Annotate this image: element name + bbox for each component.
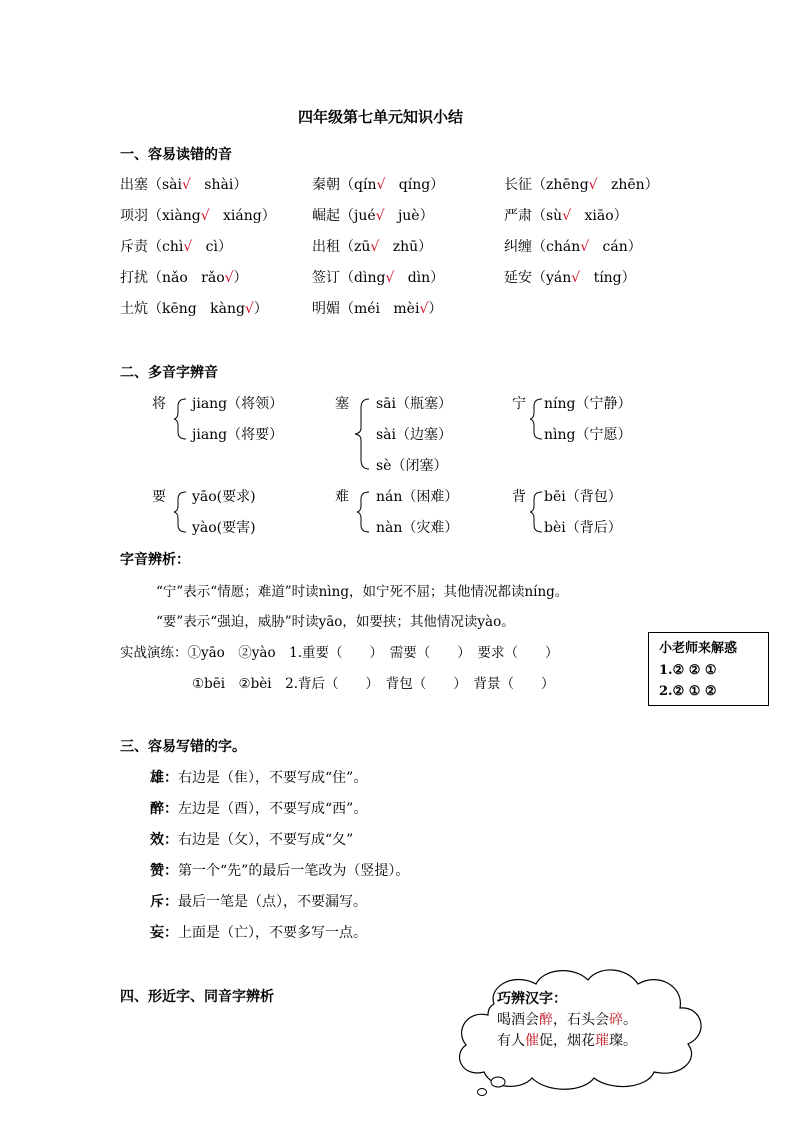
colon: ：	[164, 832, 178, 848]
teacher-answer-box	[648, 632, 769, 706]
paren: ）	[418, 239, 433, 255]
pinyin-word: 严肃	[504, 208, 532, 224]
polyphone-char: 背	[512, 489, 526, 505]
section-4-heading: 四、形近字、同音字辨析	[120, 989, 274, 1005]
pinyin-word: 打扰	[120, 270, 148, 286]
pinyin-option: juè	[397, 208, 420, 224]
paren: ）	[430, 270, 445, 286]
paren: （	[148, 239, 162, 255]
pinyin-option: méi	[354, 301, 381, 317]
pinyin-word: 崛起	[312, 208, 340, 224]
colon: ：	[164, 801, 178, 817]
brace-icon	[174, 398, 188, 440]
cloud-title: 巧辨汉字：	[497, 991, 567, 1007]
polyphone-reading: yào(要害)	[192, 520, 256, 536]
write-error-char: 斥	[150, 894, 164, 910]
pinyin-option: zhēn	[610, 177, 645, 193]
pinyin-item	[312, 176, 444, 194]
polyphone-reading: sè（闭塞）	[376, 458, 448, 474]
pinyin-option: kēng	[162, 301, 197, 317]
practice-line: ①bēi ②bèi 2.背后（ ） 背包（ ） 背景（ ）	[192, 676, 555, 692]
write-error-item	[150, 831, 353, 849]
spacer	[192, 239, 205, 255]
paren: （	[340, 208, 354, 224]
pinyin-item	[504, 176, 659, 194]
pinyin-option: zū	[354, 239, 371, 255]
cloud-highlight: 催	[525, 1033, 539, 1049]
analysis-line: “宁”表示“情愿；难道”时读nìng，如宁死不屈；其他情况都读níng。	[156, 584, 569, 600]
check-icon: √	[224, 270, 234, 286]
pinyin-option: qín	[354, 177, 377, 193]
pinyin-option: shài	[204, 177, 234, 193]
pinyin-word: 秦朝	[312, 177, 340, 193]
paren: （	[532, 177, 546, 193]
check-icon: √	[376, 177, 386, 193]
spacer	[197, 301, 210, 317]
pinyin-word: 延安	[504, 270, 532, 286]
paren: （	[148, 208, 162, 224]
polyphone-reading: nìng（宁愿）	[544, 427, 632, 443]
pinyin-item	[312, 207, 434, 225]
paren: ）	[261, 208, 276, 224]
pinyin-word: 长征	[504, 177, 532, 193]
write-error-item	[150, 862, 409, 880]
pinyin-item	[120, 300, 268, 318]
pinyin-item	[120, 238, 232, 256]
paren: （	[532, 270, 546, 286]
spacer	[598, 177, 611, 193]
write-error-char: 雄	[150, 770, 164, 786]
pinyin-option: xiāo	[584, 208, 614, 224]
spacer	[191, 177, 204, 193]
cloud-highlight: 璀	[595, 1033, 609, 1049]
paren: ）	[419, 208, 434, 224]
teacher-box-answer: 1.② ② ①	[659, 663, 717, 678]
pinyin-option: cán	[602, 239, 628, 255]
analysis-heading: 字音辨析：	[120, 552, 190, 568]
cloud-text: 璨。	[609, 1033, 637, 1049]
cloud-line	[497, 1032, 637, 1050]
polyphone-char: 要	[152, 489, 166, 505]
section-1-heading: 一、容易读错的音	[120, 147, 232, 163]
brace-icon	[530, 398, 544, 440]
paren: （	[340, 239, 354, 255]
pinyin-option: zhū	[392, 239, 419, 255]
practice-line: 实战演练：①yāo ②yào 1.重要（ ） 需要（ ） 要求（ ）	[120, 645, 559, 661]
write-error-item	[150, 893, 367, 911]
polyphone-reading: bèi（背后）	[544, 520, 622, 536]
pinyin-option: tíng	[593, 270, 622, 286]
polyphone-reading: jiang（将要）	[192, 427, 284, 443]
brace-icon	[357, 491, 371, 533]
write-error-char: 赞	[150, 863, 164, 879]
paren: ）	[217, 239, 232, 255]
pinyin-item	[120, 176, 247, 194]
check-icon: √	[385, 270, 395, 286]
spacer	[385, 208, 398, 224]
pinyin-word: 出租	[312, 239, 340, 255]
analysis-line: “要”表示“强迫，威胁”时读yāo，如要挟；其他情况读yào。	[156, 614, 515, 630]
pinyin-option: qíng	[398, 177, 431, 193]
polyphone-reading: nán（困难）	[376, 489, 459, 505]
paren: （	[148, 301, 162, 317]
check-icon: √	[562, 208, 572, 224]
pinyin-item	[120, 207, 276, 225]
check-icon: √	[588, 177, 598, 193]
paren: （	[340, 301, 354, 317]
polyphone-reading: jiang（将领）	[192, 396, 284, 412]
pinyin-word: 明媚	[312, 301, 340, 317]
spacer	[379, 239, 392, 255]
spacer	[571, 208, 584, 224]
page-title: 四年级第七单元知识小结	[298, 108, 464, 126]
paren: ）	[233, 177, 248, 193]
check-icon: √	[182, 177, 191, 193]
spacer	[589, 239, 602, 255]
pinyin-word: 出塞	[120, 177, 148, 193]
pinyin-word: 土炕	[120, 301, 148, 317]
write-error-item	[150, 769, 367, 787]
paren: （	[148, 270, 162, 286]
cloud-highlight: 醉	[539, 1012, 553, 1028]
check-icon: √	[370, 239, 380, 255]
colon: ：	[164, 863, 178, 879]
pinyin-option: chán	[546, 239, 581, 255]
cloud-text: 喝酒会	[497, 1012, 539, 1028]
pinyin-option: zhēng	[546, 177, 589, 193]
pinyin-option: dìn	[407, 270, 431, 286]
polyphone-reading: nàn（灾难）	[376, 520, 459, 536]
polyphone-reading: sāi（瓶塞）	[376, 396, 453, 412]
pinyin-item	[504, 207, 628, 225]
check-icon: √	[580, 239, 590, 255]
paren: （	[532, 239, 546, 255]
check-icon: √	[375, 208, 385, 224]
pinyin-option: cì	[205, 239, 218, 255]
pinyin-option: chì	[162, 239, 184, 255]
pinyin-option: sài	[162, 177, 183, 193]
pinyin-option: jué	[354, 208, 376, 224]
spacer	[394, 270, 407, 286]
paren: ）	[613, 208, 628, 224]
pinyin-word: 签订	[312, 270, 340, 286]
spacer	[380, 301, 393, 317]
spacer	[580, 270, 593, 286]
section-2-heading: 二、多音字辨音	[120, 365, 218, 381]
check-icon: √	[183, 239, 193, 255]
write-error-char: 醉	[150, 801, 164, 817]
check-icon: √	[200, 208, 210, 224]
check-icon: √	[571, 270, 581, 286]
paren: （	[340, 270, 354, 286]
paren: ）	[430, 177, 445, 193]
pinyin-item	[120, 269, 248, 287]
pinyin-option: yán	[546, 270, 572, 286]
teacher-box-answer: 2.② ① ②	[659, 684, 717, 699]
paren: ）	[644, 177, 659, 193]
write-error-text: 左边是（酉），不要写成“西”。	[178, 801, 368, 817]
section-3-heading: 三、容易写错的字。	[120, 739, 246, 755]
pinyin-option: rǎo	[201, 270, 225, 286]
cloud-text: ，石头会	[553, 1012, 609, 1028]
pinyin-option: dìng	[354, 270, 386, 286]
pinyin-word: 项羽	[120, 208, 148, 224]
write-error-item	[150, 924, 367, 942]
write-error-char: 妄	[150, 925, 164, 941]
pinyin-word: 纠缠	[504, 239, 532, 255]
paren: ）	[428, 301, 443, 317]
colon: ：	[164, 925, 178, 941]
polyphone-reading: sài（边塞）	[376, 427, 453, 443]
pinyin-option: xiáng	[222, 208, 262, 224]
write-error-item	[150, 800, 367, 818]
brace-icon	[355, 398, 371, 470]
pinyin-item	[312, 269, 444, 287]
brace-icon	[174, 491, 188, 533]
polyphone-char: 将	[152, 396, 166, 412]
pinyin-item	[312, 238, 432, 256]
paren: ）	[621, 270, 636, 286]
colon: ：	[164, 894, 178, 910]
cloud-line	[497, 1011, 637, 1029]
pinyin-word: 斥责	[120, 239, 148, 255]
thought-cloud-icon	[448, 960, 720, 1100]
paren: （	[532, 208, 546, 224]
cloud-text: 。	[623, 1012, 637, 1028]
teacher-box-title: 小老师来解惑	[659, 641, 738, 656]
write-error-text: 右边是（攵），不要写成“夂”	[178, 832, 354, 848]
polyphone-reading: bēi（背包）	[544, 489, 622, 505]
paren: （	[340, 177, 354, 193]
brace-icon	[530, 491, 544, 533]
spacer	[210, 208, 223, 224]
spacer	[385, 177, 398, 193]
write-error-text: 右边是（隹），不要写成“住”。	[178, 770, 368, 786]
check-icon: √	[419, 301, 429, 317]
write-error-char: 效	[150, 832, 164, 848]
pinyin-option: sù	[546, 208, 563, 224]
polyphone-char: 难	[335, 489, 349, 505]
spacer	[188, 270, 201, 286]
write-error-text: 最后一笔是（点），不要漏写。	[178, 894, 367, 910]
pinyin-option: nǎo	[162, 270, 188, 286]
cloud-text: 有人	[497, 1033, 525, 1049]
colon: ：	[164, 770, 178, 786]
pinyin-item	[504, 238, 642, 256]
paren: ）	[253, 301, 268, 317]
pinyin-item	[312, 300, 442, 318]
write-error-text: 上面是（亡），不要多写一点。	[178, 925, 367, 941]
paren: （	[148, 177, 162, 193]
pinyin-option: mèi	[393, 301, 420, 317]
pinyin-option: xiàng	[162, 208, 201, 224]
check-icon: √	[244, 301, 254, 317]
cloud-text: 促，烟花	[539, 1033, 595, 1049]
polyphone-reading: níng（宁静）	[544, 396, 632, 412]
paren: ）	[627, 239, 642, 255]
cloud-highlight: 碎	[609, 1012, 623, 1028]
write-error-text: 第一个“先”的最后一笔改为（竖提）。	[178, 863, 410, 879]
polyphone-char: 塞	[335, 396, 349, 412]
pinyin-item	[504, 269, 636, 287]
paren: ）	[233, 270, 248, 286]
polyphone-reading: yāo(要求)	[192, 489, 256, 505]
polyphone-char: 宁	[512, 396, 526, 412]
pinyin-option: kàng	[210, 301, 245, 317]
